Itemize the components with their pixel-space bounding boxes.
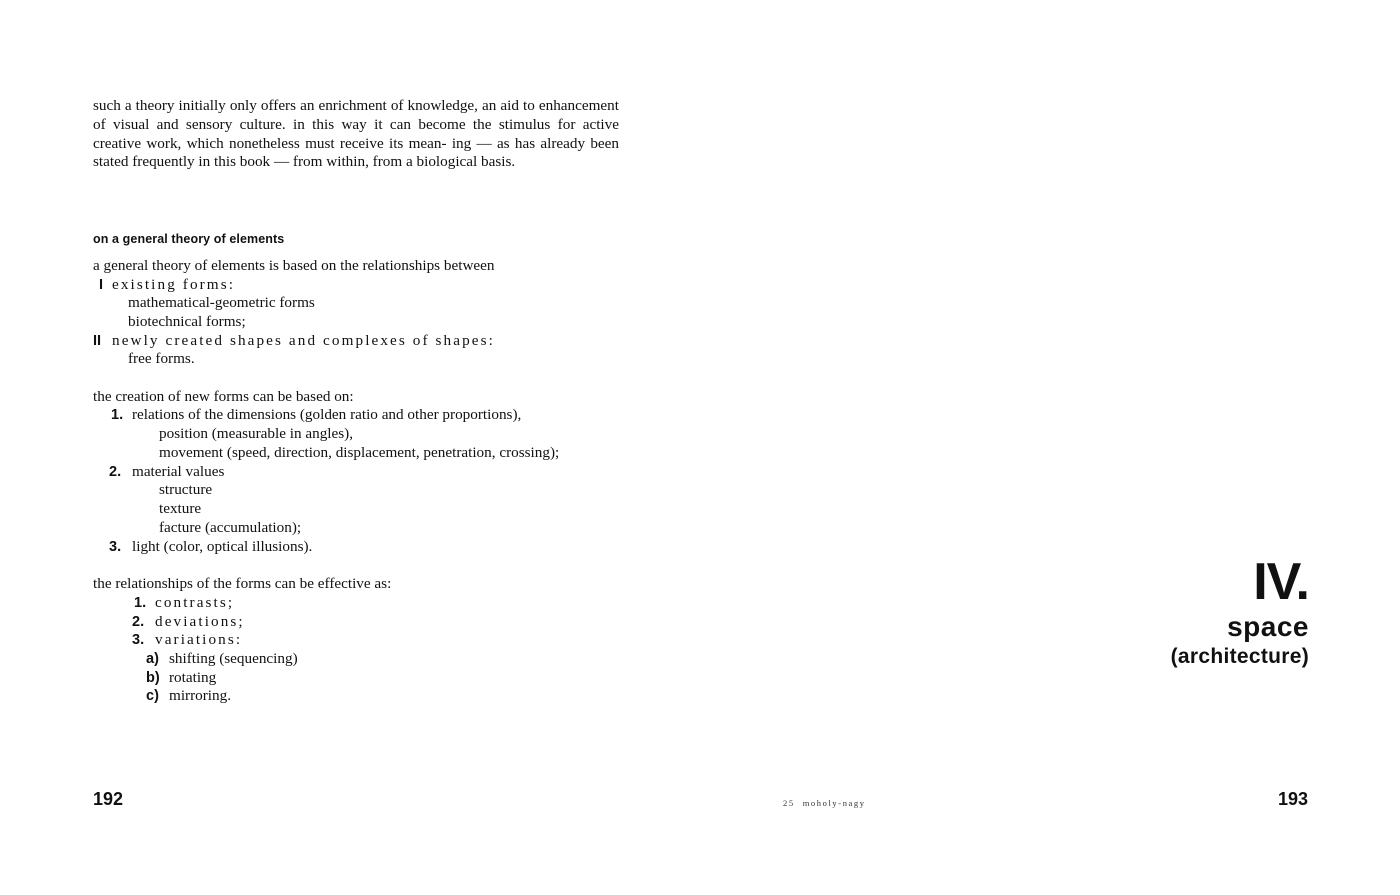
creation-item-line: material values: [132, 463, 225, 480]
file-label: moholy‐nagy: [802, 798, 866, 808]
section-heading: on a general theory of elements: [93, 232, 285, 246]
creation-item-line: facture (accumulation);: [159, 519, 302, 536]
list-number: 1.: [111, 407, 124, 423]
relations-item-number: [132, 613, 144, 631]
creation-item-number: [111, 406, 123, 424]
variation-letter: [146, 687, 159, 705]
relations-item: contrasts;: [155, 594, 235, 611]
list-number: 3.: [132, 632, 145, 648]
variation-item: shifting (sequencing): [169, 650, 298, 667]
chapter-number: IV.: [1253, 553, 1309, 611]
sheet-number: 25: [783, 798, 795, 808]
creation-item-line: relations of the dimensions (golden ratio and other proportions),: [132, 406, 522, 423]
variation-item: mirroring.: [169, 687, 232, 704]
variation-letter: [146, 669, 160, 687]
creation-item-line: texture: [159, 500, 202, 517]
creation-item-line: structure: [159, 481, 213, 498]
roman-marker-one: I: [99, 277, 104, 293]
group-two-label: newly created shapes and complexes of shapes:: [112, 332, 495, 349]
creation-intro: the creation of new forms can be based on:: [93, 388, 354, 405]
relations-item-number: [134, 594, 146, 612]
chapter-title: space: [1227, 611, 1309, 642]
chapter-subtitle: (architecture): [1170, 645, 1309, 668]
relations-item-number: [132, 631, 144, 649]
group-one-label: existing forms:: [112, 276, 236, 293]
list-number: 2.: [132, 614, 145, 630]
list-letter: c): [146, 688, 159, 704]
relations-item: variations:: [155, 631, 243, 648]
creation-item-line: position (measurable in angles),: [159, 425, 354, 442]
basis-intro: a general theory of elements is based on the relationships between: [93, 257, 495, 274]
group-one-item: biotechnical forms;: [128, 313, 246, 330]
creation-item-line: movement (speed, direction, displacement, penetration, crossing);: [159, 444, 560, 461]
variation-item: rotating: [169, 669, 217, 686]
intro-paragraph: such a theory initially only offers an enrichment of knowledge, an aid to enhancement of visual and sensory culture. in this way it can become the stimulus for active creative work, which nonetheless must receive its mean‐ ing — as has already been stated frequently in this book — from within, from a biological basis.: [93, 97, 619, 171]
chapter-opener: [1171, 553, 1309, 671]
group-one-item: mathematical‐geometric forms: [128, 294, 315, 311]
list-number: 2.: [109, 464, 122, 480]
creation-item-number: [109, 538, 121, 556]
group-two-item: free forms.: [128, 350, 195, 367]
list-letter: a): [146, 651, 159, 667]
creation-item-number: [109, 463, 121, 481]
roman-marker-two: II: [93, 333, 102, 349]
list-number: 3.: [109, 539, 122, 555]
relations-item: deviations;: [155, 613, 245, 630]
list-letter: b): [146, 670, 160, 686]
relations-intro: the relationships of the forms can be effective as:: [93, 575, 392, 592]
right-page: [700, 0, 1400, 895]
page-number-left: 192: [93, 789, 124, 809]
creation-item-line: light (color, optical illusions).: [132, 538, 313, 555]
variation-letter: [146, 650, 159, 668]
page-number-right: 193: [1277, 789, 1308, 809]
list-number: 1.: [134, 595, 147, 611]
